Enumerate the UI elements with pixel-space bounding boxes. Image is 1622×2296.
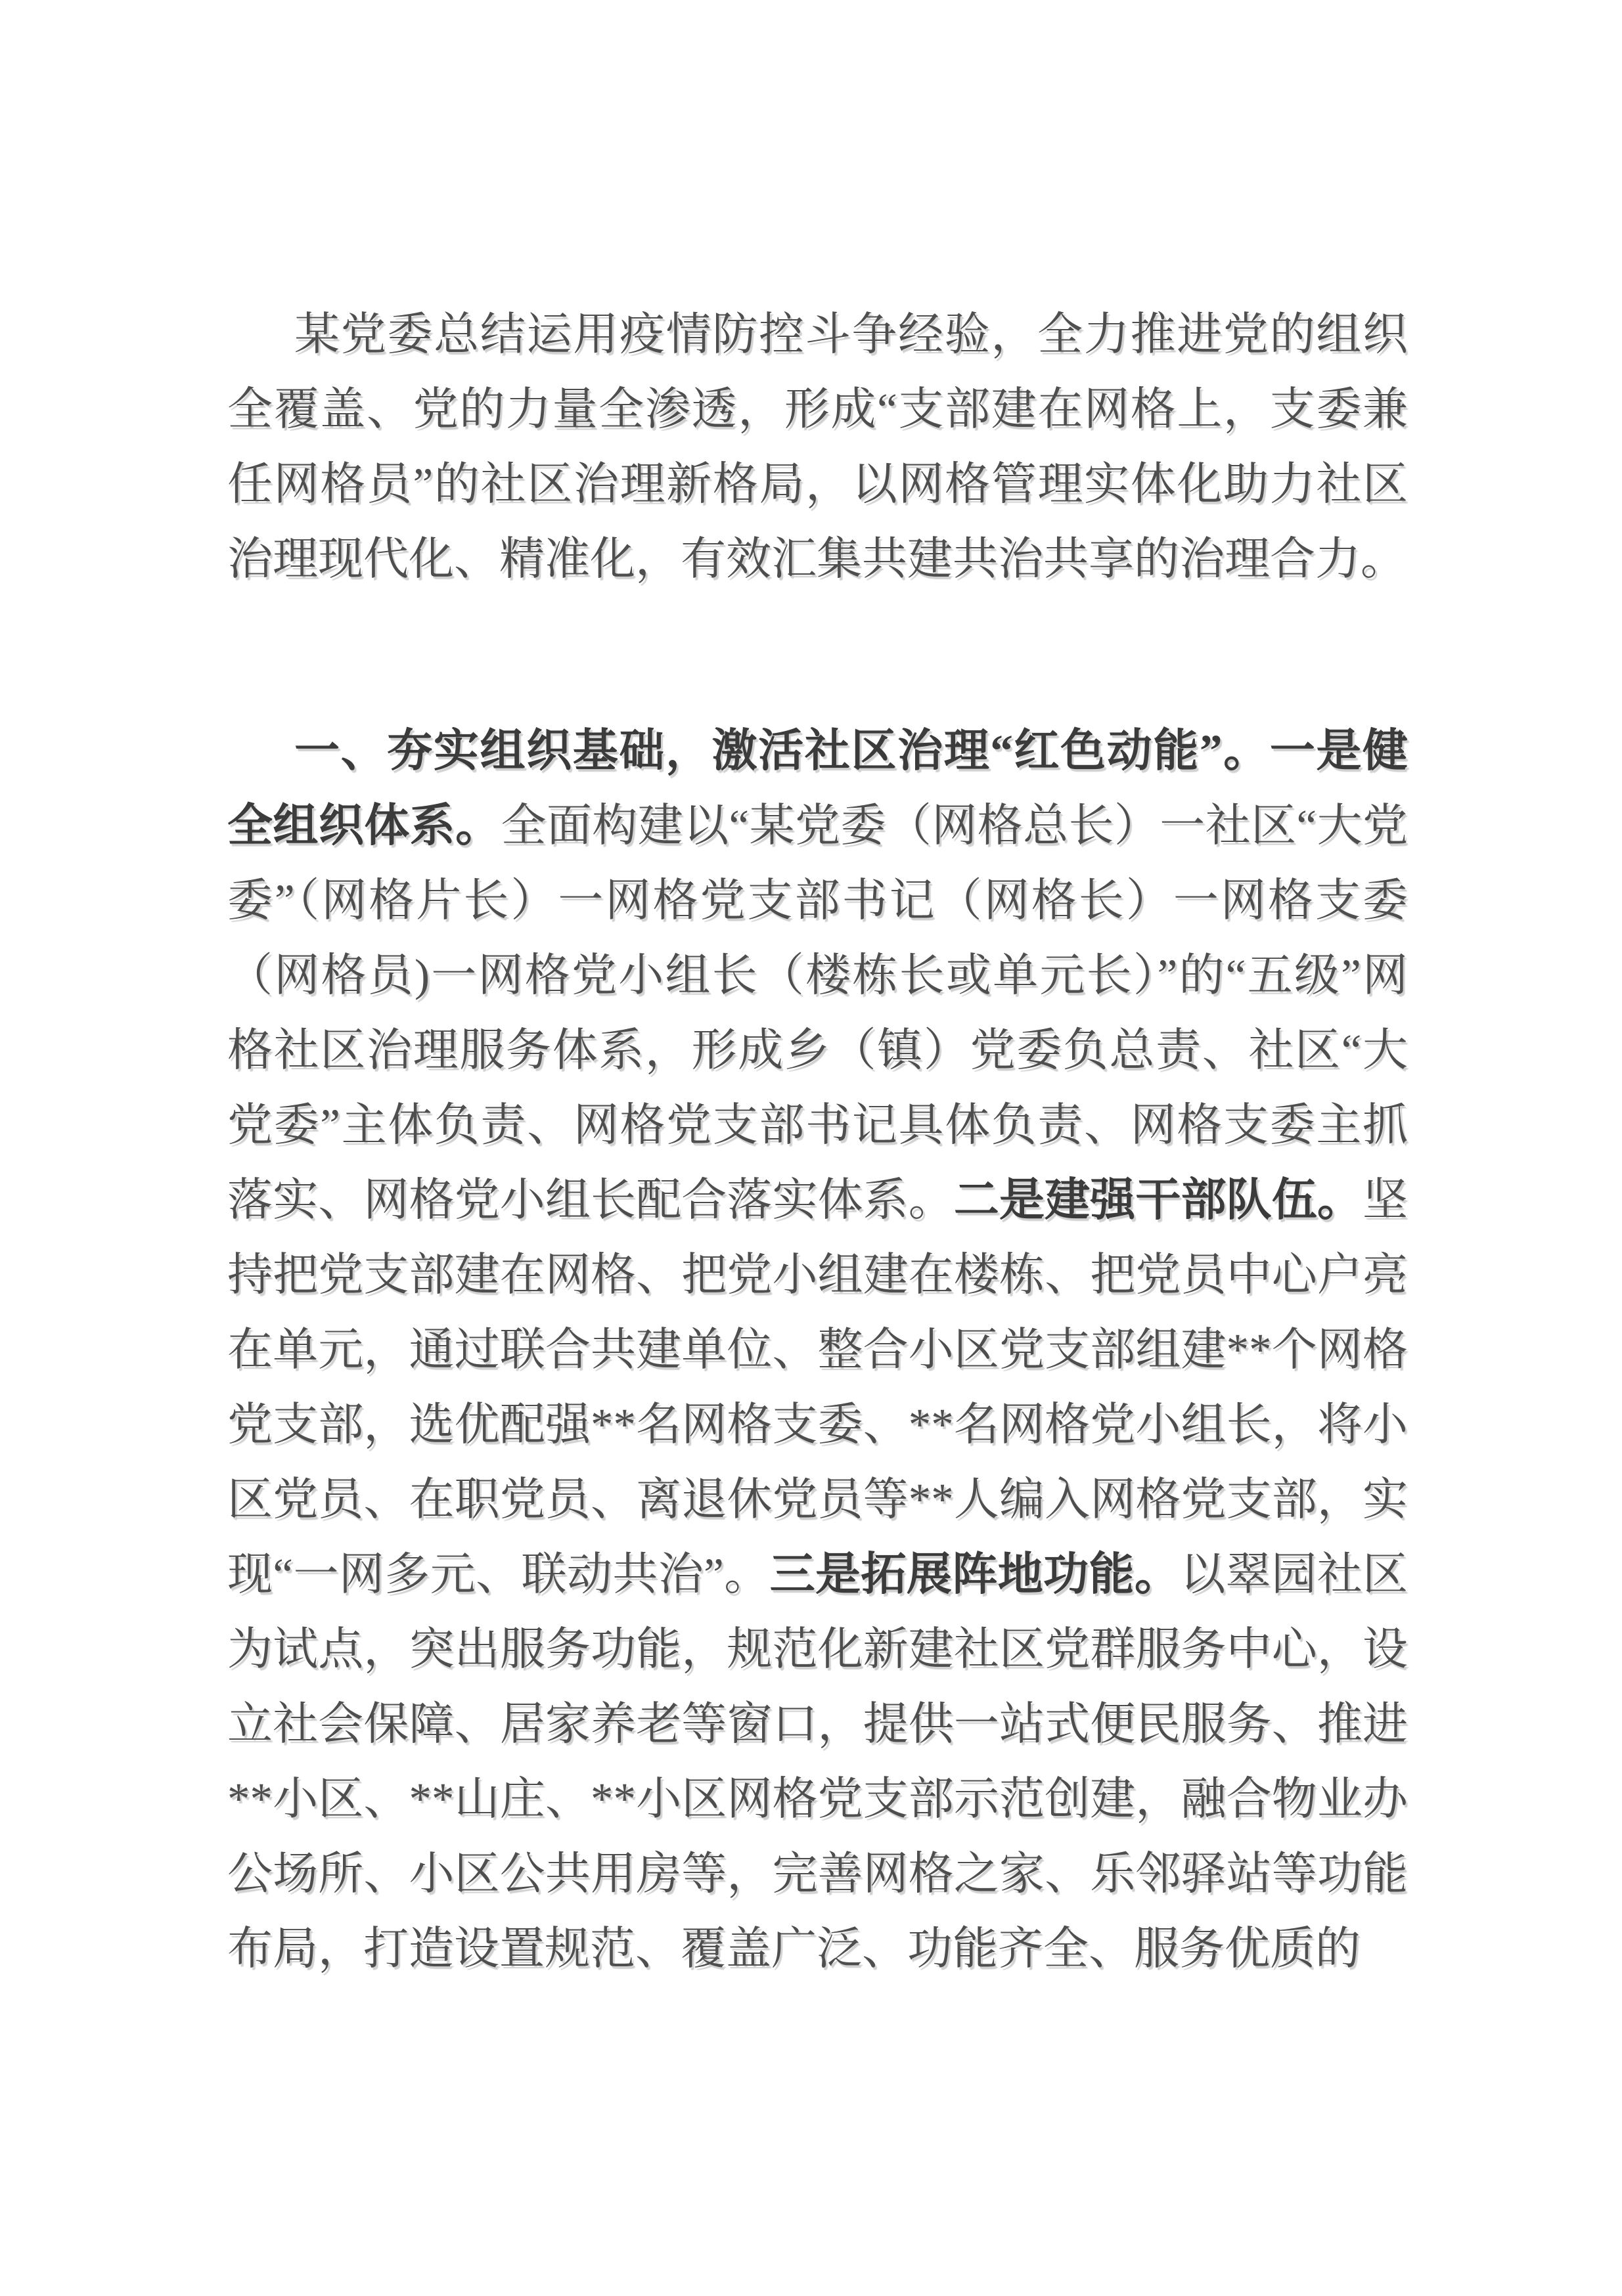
document-page (227, 297, 1408, 1986)
intro-text: 某党委总结运用疫情防控斗争经验，全力推进党的组织全覆盖、党的力量全渗透，形成“支部建在网格上，支委兼任网格员”的社区治理新格局，以网格管理实体化助力社区治理现代化、精准化，有效汇集共建共治共享的治理合力。 (227, 309, 1408, 584)
paragraph-intro (227, 297, 1408, 596)
section-one-heading: 一、夯实组织基础，激活社区治理“红色动能”。一是健全组织体系。 (227, 726, 1408, 850)
section-one-body-first: 全面构建以“某党委（网格总长）一社区“大党委”（网格片长）一网格党支部书记（网格长）一网格支委（网格员)一网格党小组长（楼栋长或单元长）”的“五级”网格社区治理服务体系，形成乡（镇）党委负总责、社区“大党委”主体负责、网格党支部书记具体负责、网格支委主抓落实、网格党小组长配合落实体系。 (227, 801, 1408, 1225)
section-one-body-second: 坚持把党支部建在网格、把党小组建在楼栋、把党员中心户亮在单元，通过联合共建单位、整合小区党支部组建**个网格党支部，选优配强**名网格支委、**名网格党小组长，将小区党员、在职党员、离退休党员等**人编入网格党支部，实现“一网多元、联动共治”。 (227, 1175, 1408, 1599)
section-one-subheading-second: 二是建强干部队伍。 (953, 1175, 1363, 1225)
section-one-body-third: 以翠园社区为试点，突出服务功能，规范化新建社区党群服务中心，设立社会保障、居家养老等窗口，提供一站式便民服务、推进**小区、**山庄、**小区网格党支部示范创建，融合物业办公场所、小区公共用房等，完善网格之家、乐邻驿站等功能布局，打造设置规范、覆盖广泛、功能齐全、服务优质的 (227, 1549, 1408, 1974)
paragraph-section-one (227, 713, 1408, 1986)
section-one-subheading-third: 三是拓展阵地功能。 (769, 1549, 1181, 1599)
